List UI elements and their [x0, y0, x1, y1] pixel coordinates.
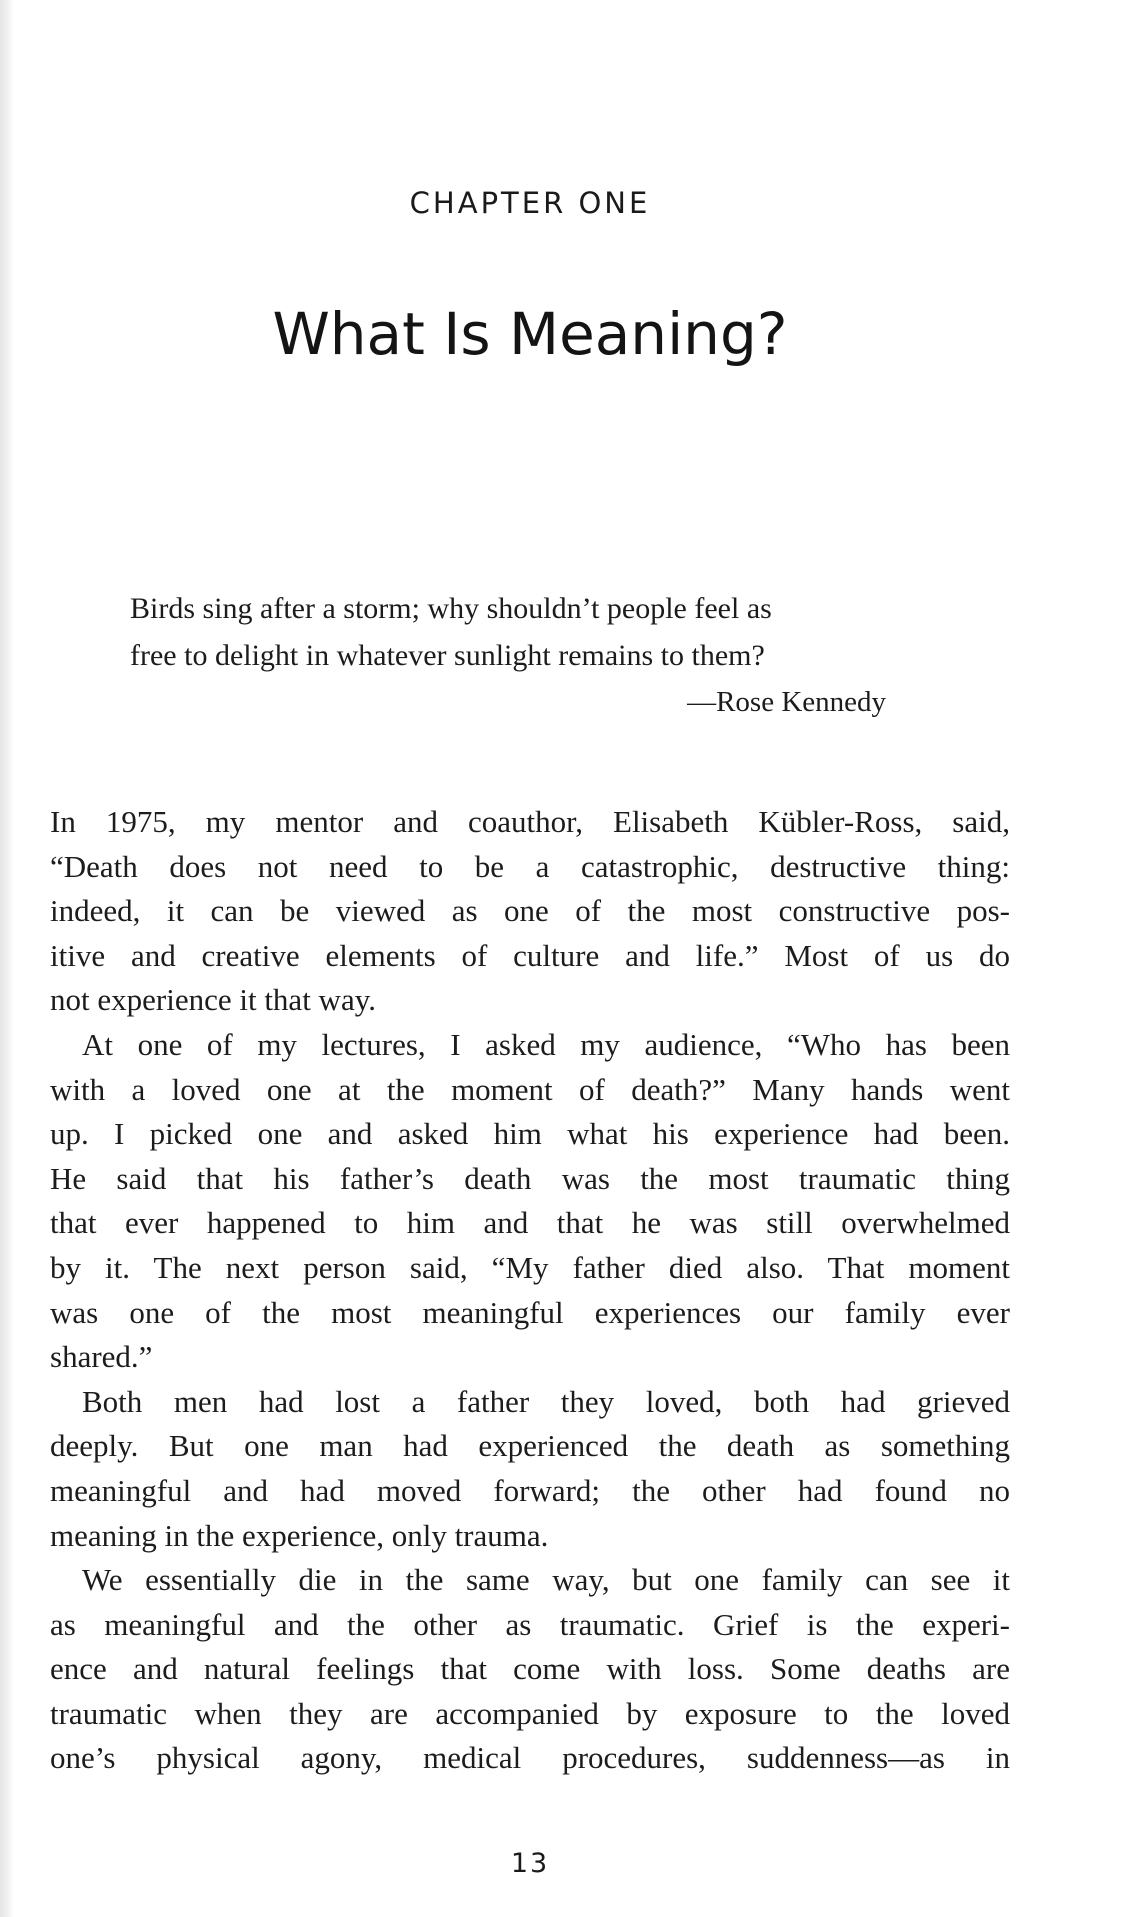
- body-line: that ever happened to him and that he was still overwhelmed: [50, 1205, 1010, 1241]
- body-line: up. I picked one and asked him what his experience had been.: [50, 1116, 1010, 1152]
- epigraph-attribution: —Rose Kennedy: [687, 686, 886, 718]
- body-line: Both men had lost a father they loved, both had grieved: [82, 1383, 1010, 1419]
- body-line: with a loved one at the moment of death?” Many hands went: [50, 1071, 1010, 1107]
- body-text: [50, 800, 1010, 1781]
- body-line: one’s physical agony, medical procedures, suddenness—as in: [50, 1740, 1010, 1776]
- body-line: He said that his father’s death was the most traumatic thing: [50, 1160, 1010, 1196]
- body-line: ence and natural feelings that come with loss. Some deaths are: [50, 1651, 1010, 1687]
- body-line: “Death does not need to be a catastrophic, destructive thing:: [50, 848, 1010, 884]
- epigraph-line: free to delight in whatever sunlight remains to them?: [130, 639, 765, 672]
- epigraph: [130, 585, 950, 726]
- body-line: meaning in the experience, only trauma.: [50, 1517, 549, 1553]
- body-line: was one of the most meaningful experiences our family ever: [50, 1294, 1010, 1330]
- body-line: shared.”: [50, 1339, 153, 1375]
- body-line: itive and creative elements of culture and life.” Most of us do: [50, 937, 1010, 973]
- body-line: meaningful and had moved forward; the other had found no: [50, 1472, 1010, 1508]
- chapter-label: CHAPTER ONE: [409, 186, 651, 220]
- body-line: traumatic when they are accompanied by exposure to the loved: [50, 1695, 1010, 1731]
- page-edge-shadow: [0, 0, 14, 1917]
- epigraph-line: Birds sing after a storm; why shouldn’t people feel as: [130, 592, 772, 625]
- chapter-title: What Is Meaning?: [272, 300, 788, 368]
- body-line: as meaningful and the other as traumatic. Grief is the experi-: [50, 1606, 1010, 1642]
- body-line: by it. The next person said, “My father died also. That moment: [50, 1249, 1010, 1285]
- page-number: 13: [510, 1848, 550, 1879]
- body-line: not experience it that way.: [50, 982, 376, 1018]
- body-line: In 1975, my mentor and coauthor, Elisabeth Kübler-Ross, said,: [50, 804, 1010, 839]
- body-line: At one of my lectures, I asked my audience, “Who has been: [82, 1026, 1010, 1062]
- body-line: We essentially die in the same way, but one family can see it: [82, 1562, 1010, 1598]
- body-line: indeed, it can be viewed as one of the most constructive pos-: [50, 893, 1010, 929]
- body-line: deeply. But one man had experienced the death as something: [50, 1428, 1010, 1464]
